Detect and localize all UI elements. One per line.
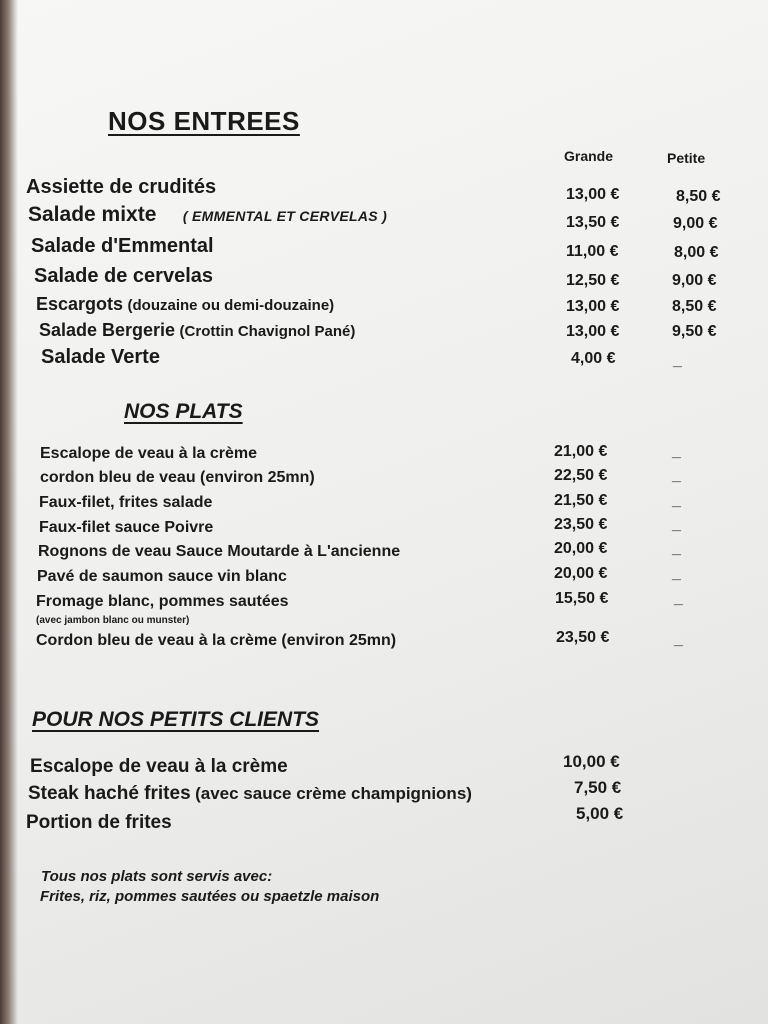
entree-name: Escargots (36, 294, 124, 314)
entree-item (28, 203, 387, 227)
entree-name: Salade Bergerie (39, 320, 176, 340)
kid-item-price: 5,00 € (576, 804, 624, 823)
plat-name: Cordon bleu de veau à la crème (environ 25mn) (36, 632, 397, 649)
plat-name: Rognons de veau Sauce Moutarde à L'ancienne (38, 543, 401, 560)
plats-heading: NOS PLATS (124, 400, 243, 423)
entree-name: Salade d'Emmental (31, 235, 214, 257)
thumb-shadow (0, 0, 18, 1024)
plat-name: Pavé de saumon sauce vin blanc (37, 568, 287, 585)
entree-name: Salade mixte (28, 203, 157, 226)
plat-note: (avec jambon blanc ou munster) (36, 615, 190, 626)
footer-line-2: Frites, riz, pommes sautées ou spaetzle maison (40, 888, 380, 905)
plat-dash: _ (674, 631, 683, 648)
entrees-heading: NOS ENTREES (108, 106, 300, 136)
plat-price: 23,50 € (554, 516, 608, 533)
entree-item (31, 235, 214, 258)
plat-dash: _ (672, 565, 681, 582)
plat-price: 15,50 € (555, 590, 609, 607)
plat-price: 20,00 € (554, 540, 608, 557)
kid-item-price: 10,00 € (563, 752, 620, 771)
entree-price-grande: 13,00 € (566, 186, 620, 203)
entree-price-grande: 11,00 € (566, 243, 619, 260)
plat-dash: _ (672, 467, 681, 484)
entree-price-petite: 9,50 € (672, 323, 717, 340)
entree-item (39, 320, 355, 341)
plat-price: 21,50 € (554, 492, 608, 509)
entree-price-petite: 9,00 € (672, 272, 717, 289)
petits-clients-heading: POUR NOS PETITS CLIENTS (32, 708, 320, 731)
entree-item (26, 176, 216, 199)
kid-item-note: (avec sauce crème champignions) (195, 784, 472, 803)
entree-price-grande: 13,00 € (566, 323, 620, 340)
plat-dash: _ (674, 590, 683, 607)
plat-price: 20,00 € (554, 565, 608, 582)
entree-price-grande: 4,00 € (571, 350, 616, 367)
kid-item-name: Escalope de veau à la crème (30, 756, 288, 777)
entree-price-petite: 8,50 € (676, 188, 721, 205)
entree-note: (douzaine ou demi-douzaine) (127, 297, 335, 314)
entree-item (41, 346, 160, 369)
entree-price-petite: 8,50 € (672, 298, 717, 315)
plat-name: Faux-filet sauce Poivre (39, 519, 214, 536)
entree-price-petite: 8,00 € (674, 244, 719, 261)
entree-note: ( EMMENTAL ET CERVELAS ) (182, 208, 388, 224)
plat-name: cordon bleu de veau (environ 25mn) (40, 469, 315, 486)
plat-name: Escalope de veau à la crème (40, 445, 258, 462)
plat-dash: _ (672, 492, 681, 509)
entree-name: Assiette de crudités (26, 176, 217, 198)
plat-name: Faux-filet, frites salade (39, 494, 213, 511)
entree-price-petite: 9,00 € (673, 215, 718, 232)
entree-item (36, 294, 334, 315)
kid-item (28, 783, 472, 805)
entree-price-grande: 13,50 € (566, 214, 620, 231)
plat-price: 23,50 € (556, 629, 610, 646)
entree-price-grande: 13,00 € (566, 298, 620, 315)
plat-name: Fromage blanc, pommes sautées (36, 593, 289, 610)
plat-dash: _ (672, 443, 681, 460)
kid-item-name: Portion de frites (26, 812, 172, 833)
plat-price: 21,00 € (554, 443, 608, 460)
kid-item-name: Steak haché frites (28, 783, 191, 804)
entree-name: Salade de cervelas (34, 265, 214, 287)
footer-line-1: Tous nos plats sont servis avec: (41, 868, 273, 885)
entree-name: Salade Verte (41, 346, 160, 368)
entree-item (34, 265, 213, 288)
column-header-grande: Grande (564, 148, 614, 164)
plat-price: 22,50 € (554, 467, 608, 484)
entree-price-grande: 12,50 € (566, 272, 620, 289)
kid-item-price: 7,50 € (574, 778, 622, 797)
plat-dash: _ (672, 516, 681, 533)
plat-dash: _ (672, 540, 681, 557)
entree-note: (Crottin Chavignol Pané) (179, 323, 356, 340)
entree-price-petite: _ (673, 352, 682, 369)
column-header-petite: Petite (667, 150, 706, 166)
